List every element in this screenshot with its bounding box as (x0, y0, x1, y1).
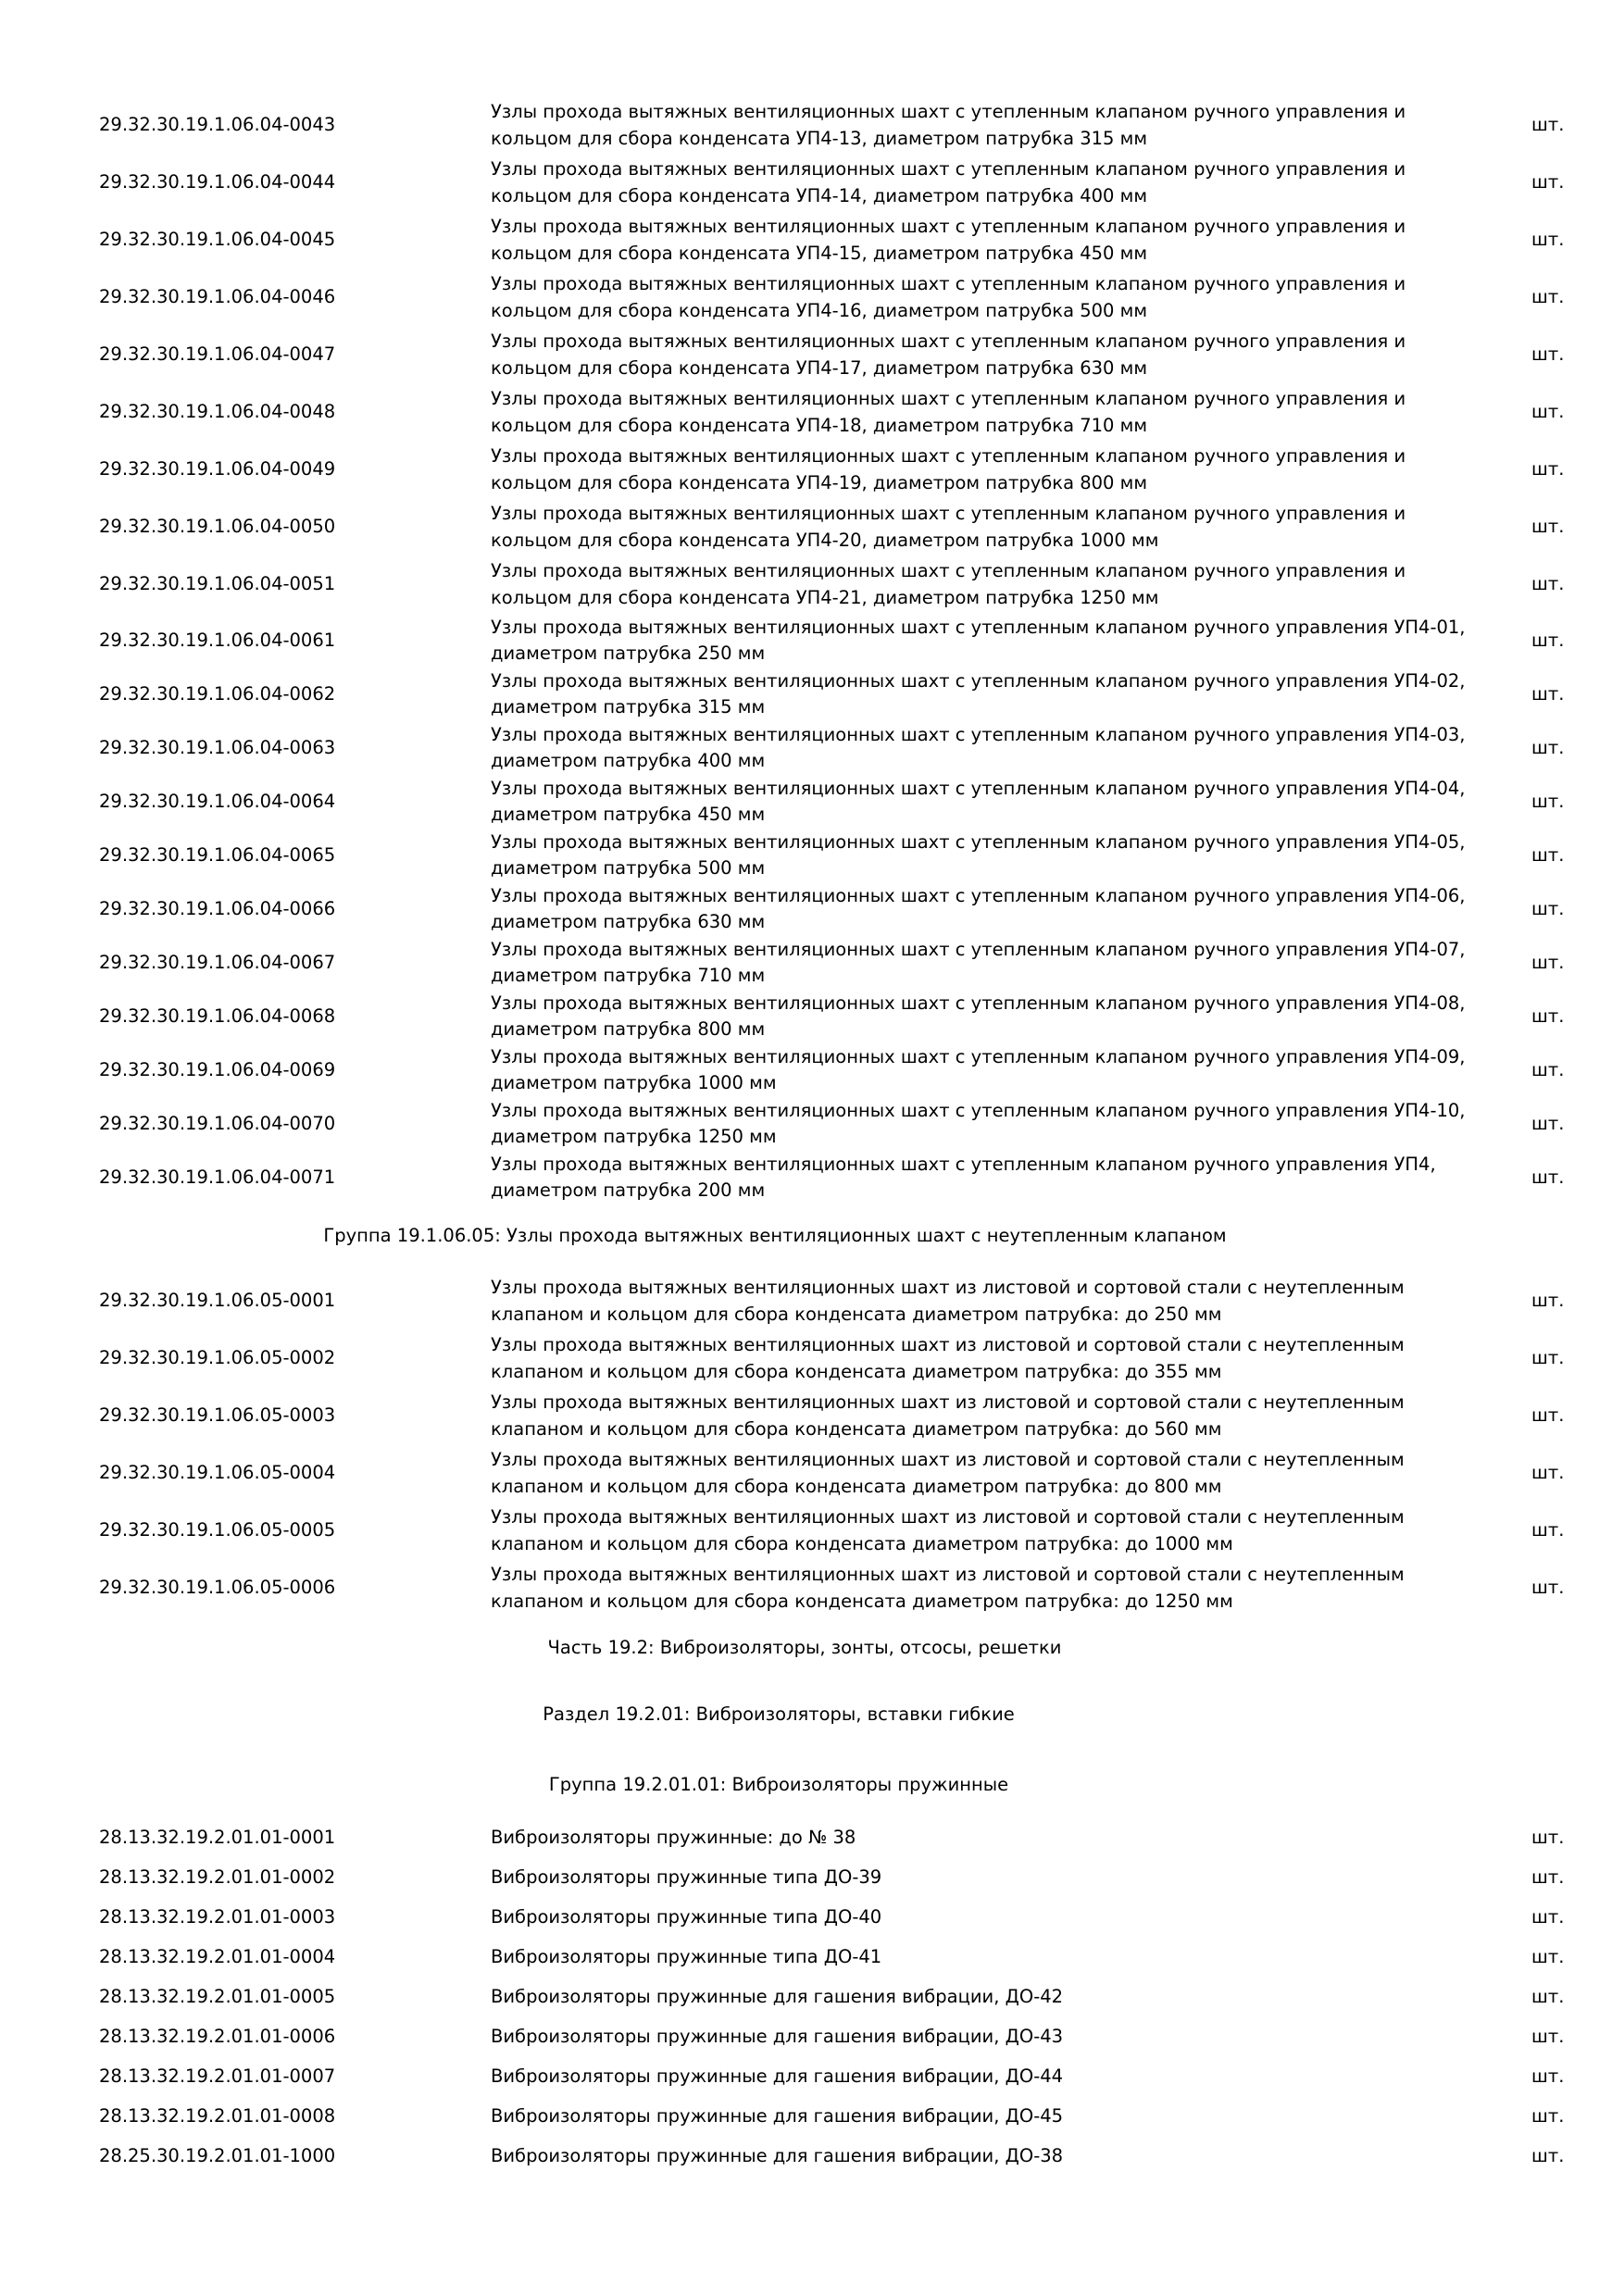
row-description-line2: диаметром патрубка 1000 мм (491, 1072, 777, 1093)
row-description-line2: клапаном и кольцом для сбора конденсата диаметром патрубка: до 1000 мм (491, 1533, 1233, 1554)
row-description-line1: Узлы прохода вытяжных вентиляционных шахт с утепленным клапаном ручного управления и (491, 445, 1406, 467)
row-description-line1: Узлы прохода вытяжных вентиляционных шахт с утепленным клапаном ручного управления УП4-04, (491, 778, 1466, 799)
row-description-line2: кольцом для сбора конденсата УП4-13, диаметром патрубка 315 мм (491, 128, 1148, 149)
row-description: Виброизоляторы пружинные типа ДО-39 (491, 1866, 882, 1888)
group-heading (0, 1224, 1587, 1248)
row-unit: шт. (1531, 171, 1565, 193)
row-unit: шт. (1531, 401, 1565, 422)
row-description (491, 883, 1466, 935)
table-row (0, 98, 1624, 152)
row-code: 29.32.30.19.1.06.04-0067 (99, 952, 336, 973)
row-description (491, 328, 1463, 381)
row-code: 29.32.30.19.1.06.04-0068 (99, 1005, 336, 1027)
row-code: 29.32.30.19.1.06.05-0005 (99, 1519, 336, 1541)
row-code: 29.32.30.19.1.06.04-0061 (99, 630, 336, 651)
row-description-line2: диаметром патрубка 500 мм (491, 857, 766, 879)
row-description-line1: Узлы прохода вытяжных вентиляционных шахт с утепленным клапаном ручного управления УП4-06, (491, 885, 1466, 906)
section-heading-text: Раздел 19.2.01: Виброизоляторы, вставки гибкие (543, 1703, 1015, 1725)
row-description-line1: Узлы прохода вытяжных вентиляционных шахт из листовой и сортовой стали с неутепленным (491, 1334, 1405, 1355)
row-unit: шт. (1531, 1577, 1565, 1598)
table-row (0, 722, 1624, 774)
row-description-line2: диаметром патрубка 200 мм (491, 1179, 766, 1201)
row-description: Виброизоляторы пружинные для гашения вибрации, ДО-44 (491, 2065, 1064, 2087)
row-unit: шт. (1531, 2065, 1565, 2087)
row-code: 29.32.30.19.1.06.04-0051 (99, 573, 336, 594)
row-code: 28.13.32.19.2.01.01-0002 (99, 1866, 336, 1888)
table-row (0, 1866, 1624, 1892)
row-description-line2: кольцом для сбора конденсата УП4-14, диаметром патрубка 400 мм (491, 185, 1148, 206)
row-description (491, 1446, 1463, 1500)
row-unit: шт. (1531, 844, 1565, 866)
row-description-line1: Узлы прохода вытяжных вентиляционных шахт из листовой и сортовой стали с неутепленным (491, 1391, 1405, 1413)
row-unit: шт. (1531, 1986, 1565, 2007)
row-description (491, 156, 1463, 209)
row-code: 29.32.30.19.1.06.04-0047 (99, 343, 336, 365)
group-heading (0, 1773, 1591, 1797)
row-description (491, 1274, 1463, 1328)
row-code: 29.32.30.19.1.06.04-0071 (99, 1167, 336, 1188)
row-code: 28.13.32.19.2.01.01-0007 (99, 2065, 336, 2087)
table-row (0, 2145, 1624, 2171)
row-code: 28.13.32.19.2.01.01-0001 (99, 1827, 336, 1848)
row-unit: шт. (1531, 1290, 1565, 1311)
row-description (491, 615, 1466, 667)
table-row (0, 1331, 1624, 1385)
row-description-line1: Узлы прохода вытяжных вентиляционных шахт с утепленным клапаном ручного управления и (491, 388, 1406, 409)
table-row (0, 991, 1624, 1042)
row-code: 29.32.30.19.1.06.04-0049 (99, 458, 336, 480)
row-unit: шт. (1531, 2105, 1565, 2127)
row-code: 29.32.30.19.1.06.04-0063 (99, 737, 336, 758)
group-heading-text: Группа 19.2.01.01: Виброизоляторы пружинные (548, 1774, 1009, 1795)
table-row (0, 1946, 1624, 1972)
row-description (491, 500, 1463, 554)
row-unit: шт. (1531, 1462, 1565, 1483)
table-row (0, 1561, 1624, 1615)
row-description: Виброизоляторы пружинные типа ДО-40 (491, 1906, 882, 1928)
table-row (0, 1389, 1624, 1442)
row-description (491, 1561, 1463, 1615)
row-unit: шт. (1531, 737, 1565, 758)
row-description-line1: Узлы прохода вытяжных вентиляционных шахт из листовой и сортовой стали с неутепленным (491, 1277, 1405, 1298)
row-description-line1: Узлы прохода вытяжных вентиляционных шахт с утепленным клапаном ручного управления УП4-08, (491, 992, 1466, 1014)
section-heading (0, 1703, 1591, 1727)
table-row (0, 557, 1624, 611)
row-unit: шт. (1531, 1519, 1565, 1541)
table-row (0, 776, 1624, 828)
row-description (491, 1098, 1466, 1150)
row-description-line2: кольцом для сбора конденсата УП4-17, диаметром патрубка 630 мм (491, 357, 1148, 379)
row-description-line2: диаметром патрубка 710 мм (491, 965, 766, 986)
row-description (491, 937, 1466, 989)
row-description (491, 776, 1466, 828)
row-code: 29.32.30.19.1.06.04-0065 (99, 844, 336, 866)
row-code: 28.13.32.19.2.01.01-0003 (99, 1906, 336, 1928)
row-description-line1: Узлы прохода вытяжных вентиляционных шахт с утепленным клапаном ручного управления УП4-02, (491, 670, 1466, 692)
row-description-line1: Узлы прохода вытяжных вентиляционных шахт с утепленным клапаном ручного управления УП4, (491, 1154, 1436, 1175)
row-description (491, 1331, 1463, 1385)
table-row (0, 2026, 1624, 2052)
row-description-line1: Узлы прохода вытяжных вентиляционных шахт с утепленным клапаном ручного управления и (491, 273, 1406, 294)
row-description (491, 991, 1466, 1042)
row-description (491, 1044, 1466, 1096)
row-description (491, 1152, 1463, 1204)
row-code: 28.13.32.19.2.01.01-0006 (99, 2026, 336, 2047)
table-row (0, 883, 1624, 935)
row-unit: шт. (1531, 2026, 1565, 2047)
part-heading-text: Часть 19.2: Виброизоляторы, зонты, отсосы, решетки (547, 1637, 1062, 1658)
table-row (0, 1098, 1624, 1150)
row-description-line2: клапаном и кольцом для сбора конденсата диаметром патрубка: до 1250 мм (491, 1591, 1233, 1612)
table-row (0, 830, 1624, 881)
row-unit: шт. (1531, 573, 1565, 594)
row-code: 29.32.30.19.1.06.04-0046 (99, 286, 336, 307)
row-description: Виброизоляторы пружинные: до № 38 (491, 1827, 856, 1848)
table-row (0, 1986, 1624, 2012)
row-description (491, 1389, 1463, 1442)
row-unit: шт. (1531, 1005, 1565, 1027)
row-code: 28.13.32.19.2.01.01-0004 (99, 1946, 336, 1967)
row-code: 29.32.30.19.1.06.05-0002 (99, 1347, 336, 1368)
row-description-line1: Узлы прохода вытяжных вентиляционных шахт с утепленным клапаном ручного управления и (491, 503, 1406, 524)
row-description-line2: кольцом для сбора конденсата УП4-19, диаметром патрубка 800 мм (491, 472, 1148, 493)
row-description-line2: диаметром патрубка 250 мм (491, 643, 766, 664)
table-row (0, 1274, 1624, 1328)
row-description-line2: диаметром патрубка 450 мм (491, 804, 766, 825)
row-description-line2: клапаном и кольцом для сбора конденсата диаметром патрубка: до 355 мм (491, 1361, 1222, 1382)
row-description: Виброизоляторы пружинные для гашения вибрации, ДО-42 (491, 1986, 1064, 2007)
table-row (0, 385, 1624, 439)
row-description-line1: Узлы прохода вытяжных вентиляционных шахт из листовой и сортовой стали с неутепленным (491, 1506, 1405, 1528)
row-unit: шт. (1531, 1404, 1565, 1426)
row-unit: шт. (1531, 898, 1565, 919)
row-description-line2: диаметром патрубка 400 мм (491, 750, 766, 771)
row-unit: шт. (1531, 516, 1565, 537)
row-unit: шт. (1531, 1946, 1565, 1967)
table-row (0, 270, 1624, 324)
row-code: 29.32.30.19.1.06.05-0006 (99, 1577, 336, 1598)
row-code: 29.32.30.19.1.06.05-0004 (99, 1462, 336, 1483)
row-description: Виброизоляторы пружинные для гашения вибрации, ДО-38 (491, 2145, 1064, 2166)
row-description-line1: Узлы прохода вытяжных вентиляционных шахт с утепленным клапаном ручного управления УП4-01, (491, 617, 1466, 638)
group-heading-text: Группа 19.1.06.05: Узлы прохода вытяжных вентиляционных шахт с неутепленным клапаном (323, 1225, 1227, 1246)
table-row (0, 668, 1624, 720)
table-row (0, 500, 1624, 554)
table-row (0, 2105, 1624, 2131)
row-description-line2: диаметром патрубка 630 мм (491, 911, 766, 932)
row-description-line1: Узлы прохода вытяжных вентиляционных шахт с утепленным клапаном ручного управления УП4-07, (491, 939, 1466, 960)
table-row (0, 213, 1624, 267)
row-description (491, 385, 1463, 439)
row-description-line1: Узлы прохода вытяжных вентиляционных шахт с утепленным клапаном ручного управления УП4-10, (491, 1100, 1466, 1121)
row-description (491, 98, 1463, 152)
table-row (0, 443, 1624, 496)
table-row (0, 2065, 1624, 2091)
row-description-line1: Узлы прохода вытяжных вентиляционных шахт из листовой и сортовой стали с неутепленным (491, 1449, 1405, 1470)
row-unit: шт. (1531, 1113, 1565, 1134)
row-description-line1: Узлы прохода вытяжных вентиляционных шахт с утепленным клапаном ручного управления и (491, 158, 1406, 180)
row-unit: шт. (1531, 1827, 1565, 1848)
row-code: 29.32.30.19.1.06.04-0044 (99, 171, 336, 193)
row-description-line2: диаметром патрубка 800 мм (491, 1018, 766, 1040)
row-code: 29.32.30.19.1.06.04-0045 (99, 229, 336, 250)
row-code: 29.32.30.19.1.06.05-0001 (99, 1290, 336, 1311)
table-row (0, 1044, 1624, 1096)
table-row (0, 937, 1624, 989)
row-code: 28.13.32.19.2.01.01-0005 (99, 1986, 336, 2007)
row-description-line2: диаметром патрубка 1250 мм (491, 1126, 777, 1147)
row-code: 29.32.30.19.1.06.04-0066 (99, 898, 336, 919)
row-description-line1: Узлы прохода вытяжных вентиляционных шахт с утепленным клапаном ручного управления УП4-09, (491, 1046, 1466, 1067)
row-unit: шт. (1531, 2145, 1565, 2166)
row-description-line2: диаметром патрубка 315 мм (491, 696, 766, 718)
row-description-line1: Узлы прохода вытяжных вентиляционных шахт из листовой и сортовой стали с неутепленным (491, 1564, 1405, 1585)
row-description-line1: Узлы прохода вытяжных вентиляционных шахт с утепленным клапаном ручного управления и (491, 560, 1406, 581)
row-unit: шт. (1531, 1347, 1565, 1368)
row-code: 29.32.30.19.1.06.04-0070 (99, 1113, 336, 1134)
row-description-line2: кольцом для сбора конденсата УП4-16, диаметром патрубка 500 мм (491, 300, 1148, 321)
row-description-line2: клапаном и кольцом для сбора конденсата диаметром патрубка: до 560 мм (491, 1418, 1222, 1440)
row-description (491, 830, 1466, 881)
table-row (0, 615, 1624, 667)
row-unit: шт. (1531, 286, 1565, 307)
row-description (491, 213, 1463, 267)
row-code: 29.32.30.19.1.06.04-0069 (99, 1059, 336, 1080)
row-description-line2: кольцом для сбора конденсата УП4-21, диаметром патрубка 1250 мм (491, 587, 1159, 608)
row-code: 28.13.32.19.2.01.01-0008 (99, 2105, 336, 2127)
row-description: Виброизоляторы пружинные для гашения вибрации, ДО-45 (491, 2105, 1064, 2127)
row-description-line2: кольцом для сбора конденсата УП4-15, диаметром патрубка 450 мм (491, 243, 1148, 264)
table-row (0, 1827, 1624, 1853)
row-unit: шт. (1531, 791, 1565, 812)
row-code: 29.32.30.19.1.06.04-0048 (99, 401, 336, 422)
table-row (0, 1906, 1624, 1932)
table-row (0, 1152, 1624, 1204)
row-description-line2: клапаном и кольцом для сбора конденсата диаметром патрубка: до 800 мм (491, 1476, 1222, 1497)
row-description: Виброизоляторы пружинные типа ДО-41 (491, 1946, 882, 1967)
row-unit: шт. (1531, 229, 1565, 250)
row-unit: шт. (1531, 1167, 1565, 1188)
row-description-line2: клапаном и кольцом для сбора конденсата диаметром патрубка: до 250 мм (491, 1304, 1222, 1325)
table-row (0, 1446, 1624, 1500)
row-description (491, 722, 1466, 774)
table-row (0, 156, 1624, 209)
row-unit: шт. (1531, 1866, 1565, 1888)
row-description (491, 443, 1463, 496)
row-description-line1: Узлы прохода вытяжных вентиляционных шахт с утепленным клапаном ручного управления и (491, 101, 1406, 122)
row-unit: шт. (1531, 343, 1565, 365)
row-description-line2: кольцом для сбора конденсата УП4-18, диаметром патрубка 710 мм (491, 415, 1148, 436)
part-heading (0, 1636, 1617, 1660)
row-code: 29.32.30.19.1.06.04-0050 (99, 516, 336, 537)
row-description-line1: Узлы прохода вытяжных вентиляционных шахт с утепленным клапаном ручного управления УП4-03, (491, 724, 1466, 745)
row-description-line1: Узлы прохода вытяжных вентиляционных шахт с утепленным клапаном ручного управления и (491, 216, 1406, 237)
table-row (0, 1504, 1624, 1557)
row-unit: шт. (1531, 683, 1565, 705)
row-unit: шт. (1531, 1059, 1565, 1080)
row-unit: шт. (1531, 630, 1565, 651)
row-code: 28.25.30.19.2.01.01-1000 (99, 2145, 336, 2166)
row-description (491, 668, 1466, 720)
row-description-line1: Узлы прохода вытяжных вентиляционных шахт с утепленным клапаном ручного управления УП4-05, (491, 831, 1466, 853)
row-code: 29.32.30.19.1.06.04-0062 (99, 683, 336, 705)
row-unit: шт. (1531, 458, 1565, 480)
row-unit: шт. (1531, 114, 1565, 135)
table-row (0, 328, 1624, 381)
row-description-line2: кольцом для сбора конденсата УП4-20, диаметром патрубка 1000 мм (491, 530, 1159, 551)
row-unit: шт. (1531, 952, 1565, 973)
row-description: Виброизоляторы пружинные для гашения вибрации, ДО-43 (491, 2026, 1064, 2047)
row-code: 29.32.30.19.1.06.05-0003 (99, 1404, 336, 1426)
row-description-line1: Узлы прохода вытяжных вентиляционных шахт с утепленным клапаном ручного управления и (491, 331, 1406, 352)
row-description (491, 1504, 1463, 1557)
row-description (491, 557, 1463, 611)
row-code: 29.32.30.19.1.06.04-0043 (99, 114, 336, 135)
row-unit: шт. (1531, 1906, 1565, 1928)
row-code: 29.32.30.19.1.06.04-0064 (99, 791, 336, 812)
row-description (491, 270, 1463, 324)
